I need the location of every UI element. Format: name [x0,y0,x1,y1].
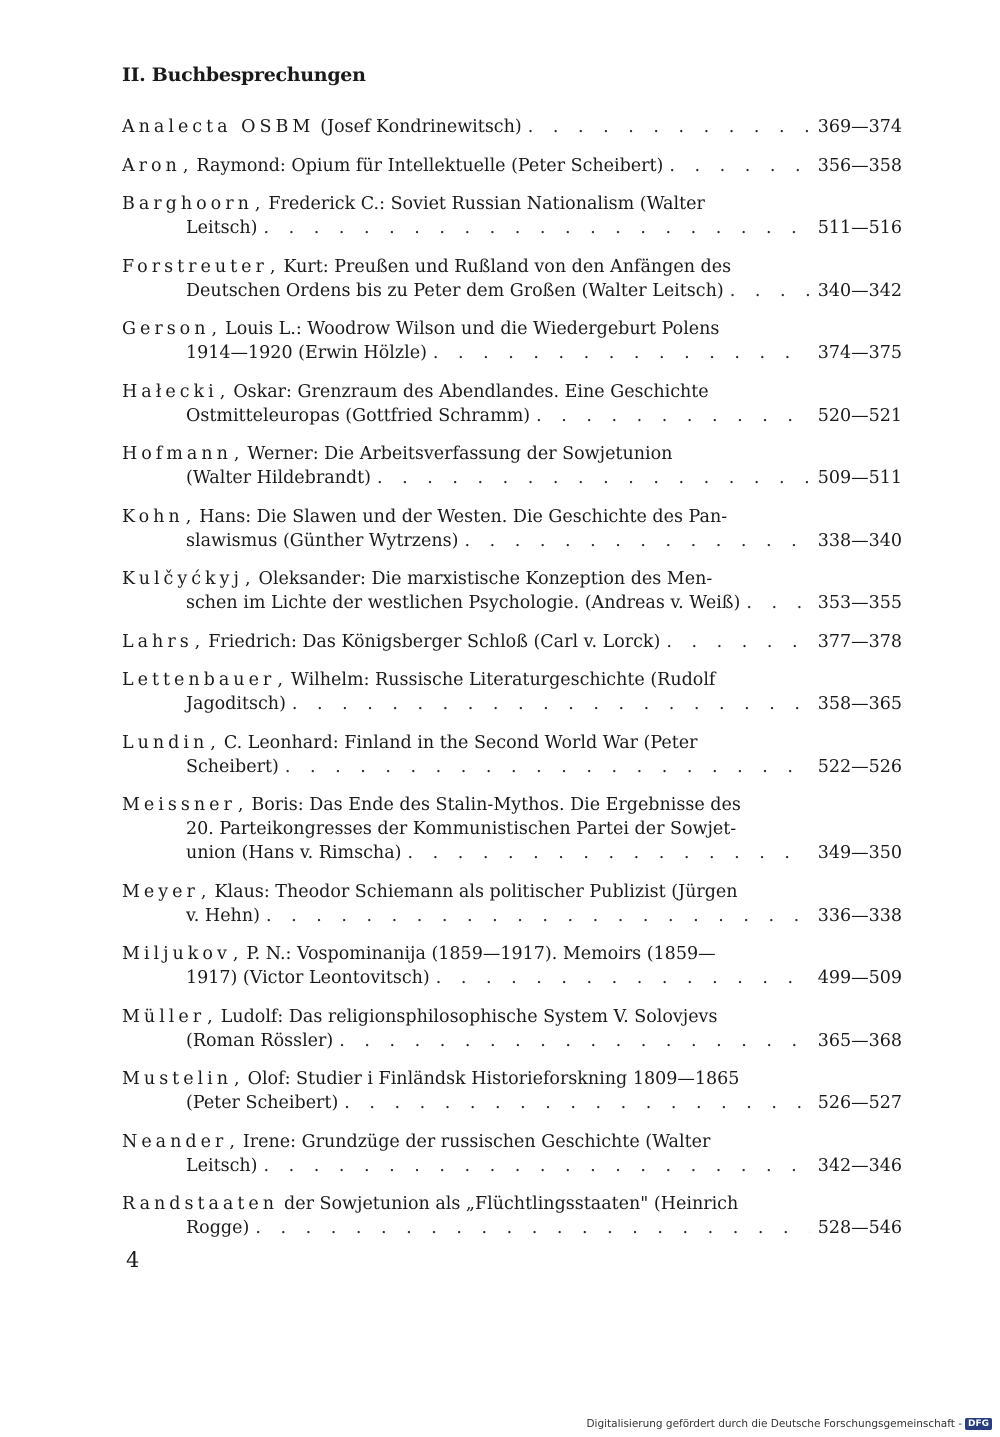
entry-text: Jagoditsch) [186,694,286,714]
entry-line [122,216,902,240]
entry-text: 1917) (Victor Leontovitsch) [186,968,430,988]
entry-line [122,1029,902,1053]
entry-author: Hofmann [122,444,232,464]
entry-text: Oleksander: Die marxistische Konzeption des Men- [258,569,713,589]
review-entry [122,731,902,779]
entry-pages: 522—526 [817,756,902,777]
review-entry [122,668,902,716]
entry-line [122,279,902,303]
entry-text: P. N.: Vospominanija (1859—1917). Memoirs (1859— [246,944,716,964]
entry-author: Aron [122,155,181,176]
entry-author: Barghoorn [122,194,253,214]
entry-text: Boris: Das Ende des Stalin-Mythos. Die Ergebnisse des [251,795,741,815]
entry-line [122,591,902,615]
entry-text: (Peter Scheibert) [186,1093,339,1113]
entry-pages: 369—374 [817,117,902,137]
entry-text: der Sowjetunion als „Flüchtlingsstaaten" (Heinrich [284,1194,739,1214]
entry-pages: 365—368 [817,1030,902,1051]
entry-text: 1914—1920 (Erwin Hölzle) [186,343,427,363]
entry-line [122,793,902,817]
author-separator: , [194,631,201,652]
review-entry [122,880,902,928]
entry-text: (Walter Hildebrandt) [186,468,371,488]
entry-text: v. Hehn) [186,905,260,926]
entry-line [122,817,902,841]
book-review-list [122,115,902,1255]
entry-line [122,567,902,591]
entry-text: Raymond: Opium für Intellektuelle (Peter Scheibert) [196,155,664,176]
entry-line [122,668,902,692]
entry-line [122,731,902,755]
entry-line [122,466,902,490]
entry-text: slawismus (Günther Wytrzens) [186,530,459,551]
entry-pages: 528—546 [817,1218,902,1238]
entry-text: (Josef Kondrinewitsch) [320,117,522,137]
entry-line [122,692,902,716]
entry-line [122,1192,902,1216]
review-entry [122,1005,902,1053]
entry-pages: 509—511 [817,468,902,488]
entry-text: Scheibert) [186,756,279,777]
entry-text: Rogge) [186,1218,250,1238]
entry-line [122,317,902,341]
entry-text: Hans: Die Slawen und der Westen. Die Geschichte des Pan- [199,506,728,527]
entry-text: Wilhelm: Russische Literaturgeschichte (Rudolf [290,670,716,690]
entry-text: Leitsch) [186,218,258,238]
author-separator: , [182,155,189,176]
review-entry [122,630,902,654]
leader-dots [669,154,810,178]
review-entry [122,317,902,365]
section-heading: II. Buchbesprechungen [122,64,366,86]
entry-text: schen im Lichte der westlichen Psychologie. (Andreas v. Weiß) [186,593,741,613]
author-separator: , [277,670,283,690]
author-separator: , [229,1131,235,1152]
review-entry [122,793,902,865]
entry-author: Kohn [122,506,184,527]
review-entry [122,115,902,139]
leader-dots [666,630,810,654]
footer-text: Digitalisierung gefördert durch die Deutsche Forschungsgemeinschaft - [586,1418,962,1430]
author-separator: , [234,1069,240,1089]
author-separator: , [269,256,276,277]
entry-text: union (Hans v. Rimscha) [186,843,402,863]
entry-text: (Roman Rössler) [186,1030,334,1051]
entry-line [122,505,902,529]
review-entry [122,380,902,428]
entry-text: Friedrich: Das Königsberger Schloß (Carl v. Lorck) [208,631,661,652]
entry-text: Ostmitteleuropas (Gottfried Schramm) [186,405,531,426]
entry-pages: 349—350 [817,843,902,863]
entry-author: Lettenbauer [122,670,276,690]
entry-pages: 338—340 [817,530,902,551]
leader-dots [339,1029,810,1053]
entry-author: Hałecki [122,381,218,402]
author-separator: , [237,795,244,815]
entry-pages: 340—342 [817,280,902,301]
entry-line [122,1091,902,1115]
review-entry [122,1067,902,1115]
entry-pages: 499—509 [817,968,902,988]
entry-line [122,529,902,553]
author-separator: , [185,506,192,527]
footer-credit [586,1418,992,1430]
entry-pages: 511—516 [817,218,902,238]
entry-line [122,255,902,279]
leader-dots [464,529,810,553]
leader-dots [377,466,810,490]
entry-pages: 353—355 [817,593,902,613]
author-separator: , [207,1006,213,1027]
page-number: 4 [126,1248,140,1272]
leader-dots [266,904,810,928]
leader-dots [528,115,810,139]
entry-line [122,442,902,466]
author-separator: , [254,194,261,214]
entry-author: Randstaaten [122,1194,279,1214]
entry-text: C. Leonhard: Finland in the Second World War (Peter [223,732,698,753]
dfg-logo: DFG [965,1418,992,1430]
entry-line [122,1005,902,1029]
entry-line [122,380,902,404]
entry-pages: 526—527 [817,1093,902,1113]
entry-text: Ludolf: Das religionsphilosophische System V. Solovjevs [220,1006,718,1027]
author-separator: , [211,319,218,339]
entry-author: Meyer [122,881,199,902]
author-separator: , [232,944,239,964]
entry-text: Louis L.: Woodrow Wilson und die Wiedergeburt Polens [225,319,720,339]
leader-dots [292,692,810,716]
leader-dots [285,755,810,779]
leader-dots [436,966,810,990]
entry-line [122,630,902,654]
entry-text: Irene: Grundzüge der russischen Geschichte (Walter [242,1131,711,1152]
review-entry [122,255,902,303]
leader-dots [536,404,810,428]
entry-line [122,1067,902,1091]
entry-line [122,1154,902,1178]
entry-line [122,154,902,178]
review-entry [122,192,902,240]
leader-dots [344,1091,810,1115]
review-entry [122,442,902,490]
entry-line [122,755,902,779]
entry-pages: 342—346 [817,1155,902,1176]
entry-text: Olof: Studier i Finländsk Historieforskning 1809—1865 [247,1069,740,1089]
leader-dots [433,341,810,365]
entry-line [122,880,902,904]
entry-pages: 520—521 [817,405,902,426]
entry-text: Deutschen Ordens bis zu Peter dem Großen (Walter Leitsch) [186,280,724,301]
author-separator: , [219,381,226,402]
entry-text: 20. Parteikongresses der Kommunistischen Partei der Sowjet- [186,819,737,839]
entry-author: Mustelin [122,1069,233,1089]
entry-author: Meissner [122,795,236,815]
review-entry [122,505,902,553]
entry-author: Gerson [122,319,210,339]
author-separator: , [233,444,240,464]
entry-author: Miljukov [122,944,231,964]
author-separator: , [210,732,216,753]
review-entry [122,942,902,990]
leader-dots [746,591,810,615]
leader-dots [264,216,811,240]
review-entry [122,1130,902,1178]
leader-dots [264,1154,811,1178]
entry-text: Leitsch) [186,1155,258,1176]
entry-line [122,942,902,966]
entry-line [122,1130,902,1154]
author-separator: , [244,569,251,589]
entry-text: Frederick C.: Soviet Russian Nationalism (Walter [268,194,705,214]
leader-dots [255,1216,810,1240]
author-separator: , [200,881,207,902]
entry-author: Neander [122,1131,228,1152]
leader-dots [407,841,810,865]
entry-author: Lundin [122,732,209,753]
entry-author: Analecta OSBM [122,117,315,137]
review-entry [122,1192,902,1240]
entry-text: Oskar: Grenzraum des Abendlandes. Eine Geschichte [233,381,709,402]
entry-author: Lahrs [122,631,193,652]
leader-dots [730,279,810,303]
entry-line [122,192,902,216]
entry-line [122,904,902,928]
entry-pages: 377—378 [817,631,902,652]
review-entry [122,567,902,615]
entry-text: Klaus: Theodor Schiemann als politischer Publizist (Jürgen [214,881,738,902]
entry-author: Müller [122,1006,206,1027]
entry-pages: 374—375 [817,343,902,363]
entry-line [122,841,902,865]
entry-text: Werner: Die Arbeitsverfassung der Sowjetunion [247,444,673,464]
entry-pages: 336—338 [817,905,902,926]
entry-pages: 356—358 [817,155,902,176]
review-entry [122,154,902,178]
entry-pages: 358—365 [817,694,902,714]
entry-text: Kurt: Preußen und Rußland von den Anfängen des [283,256,732,277]
entry-author: Kulčyćkyj [122,569,243,589]
entry-line [122,115,902,139]
entry-line [122,966,902,990]
entry-author: Forstreuter [122,256,268,277]
entry-line [122,341,902,365]
entry-line [122,1216,902,1240]
entry-line [122,404,902,428]
